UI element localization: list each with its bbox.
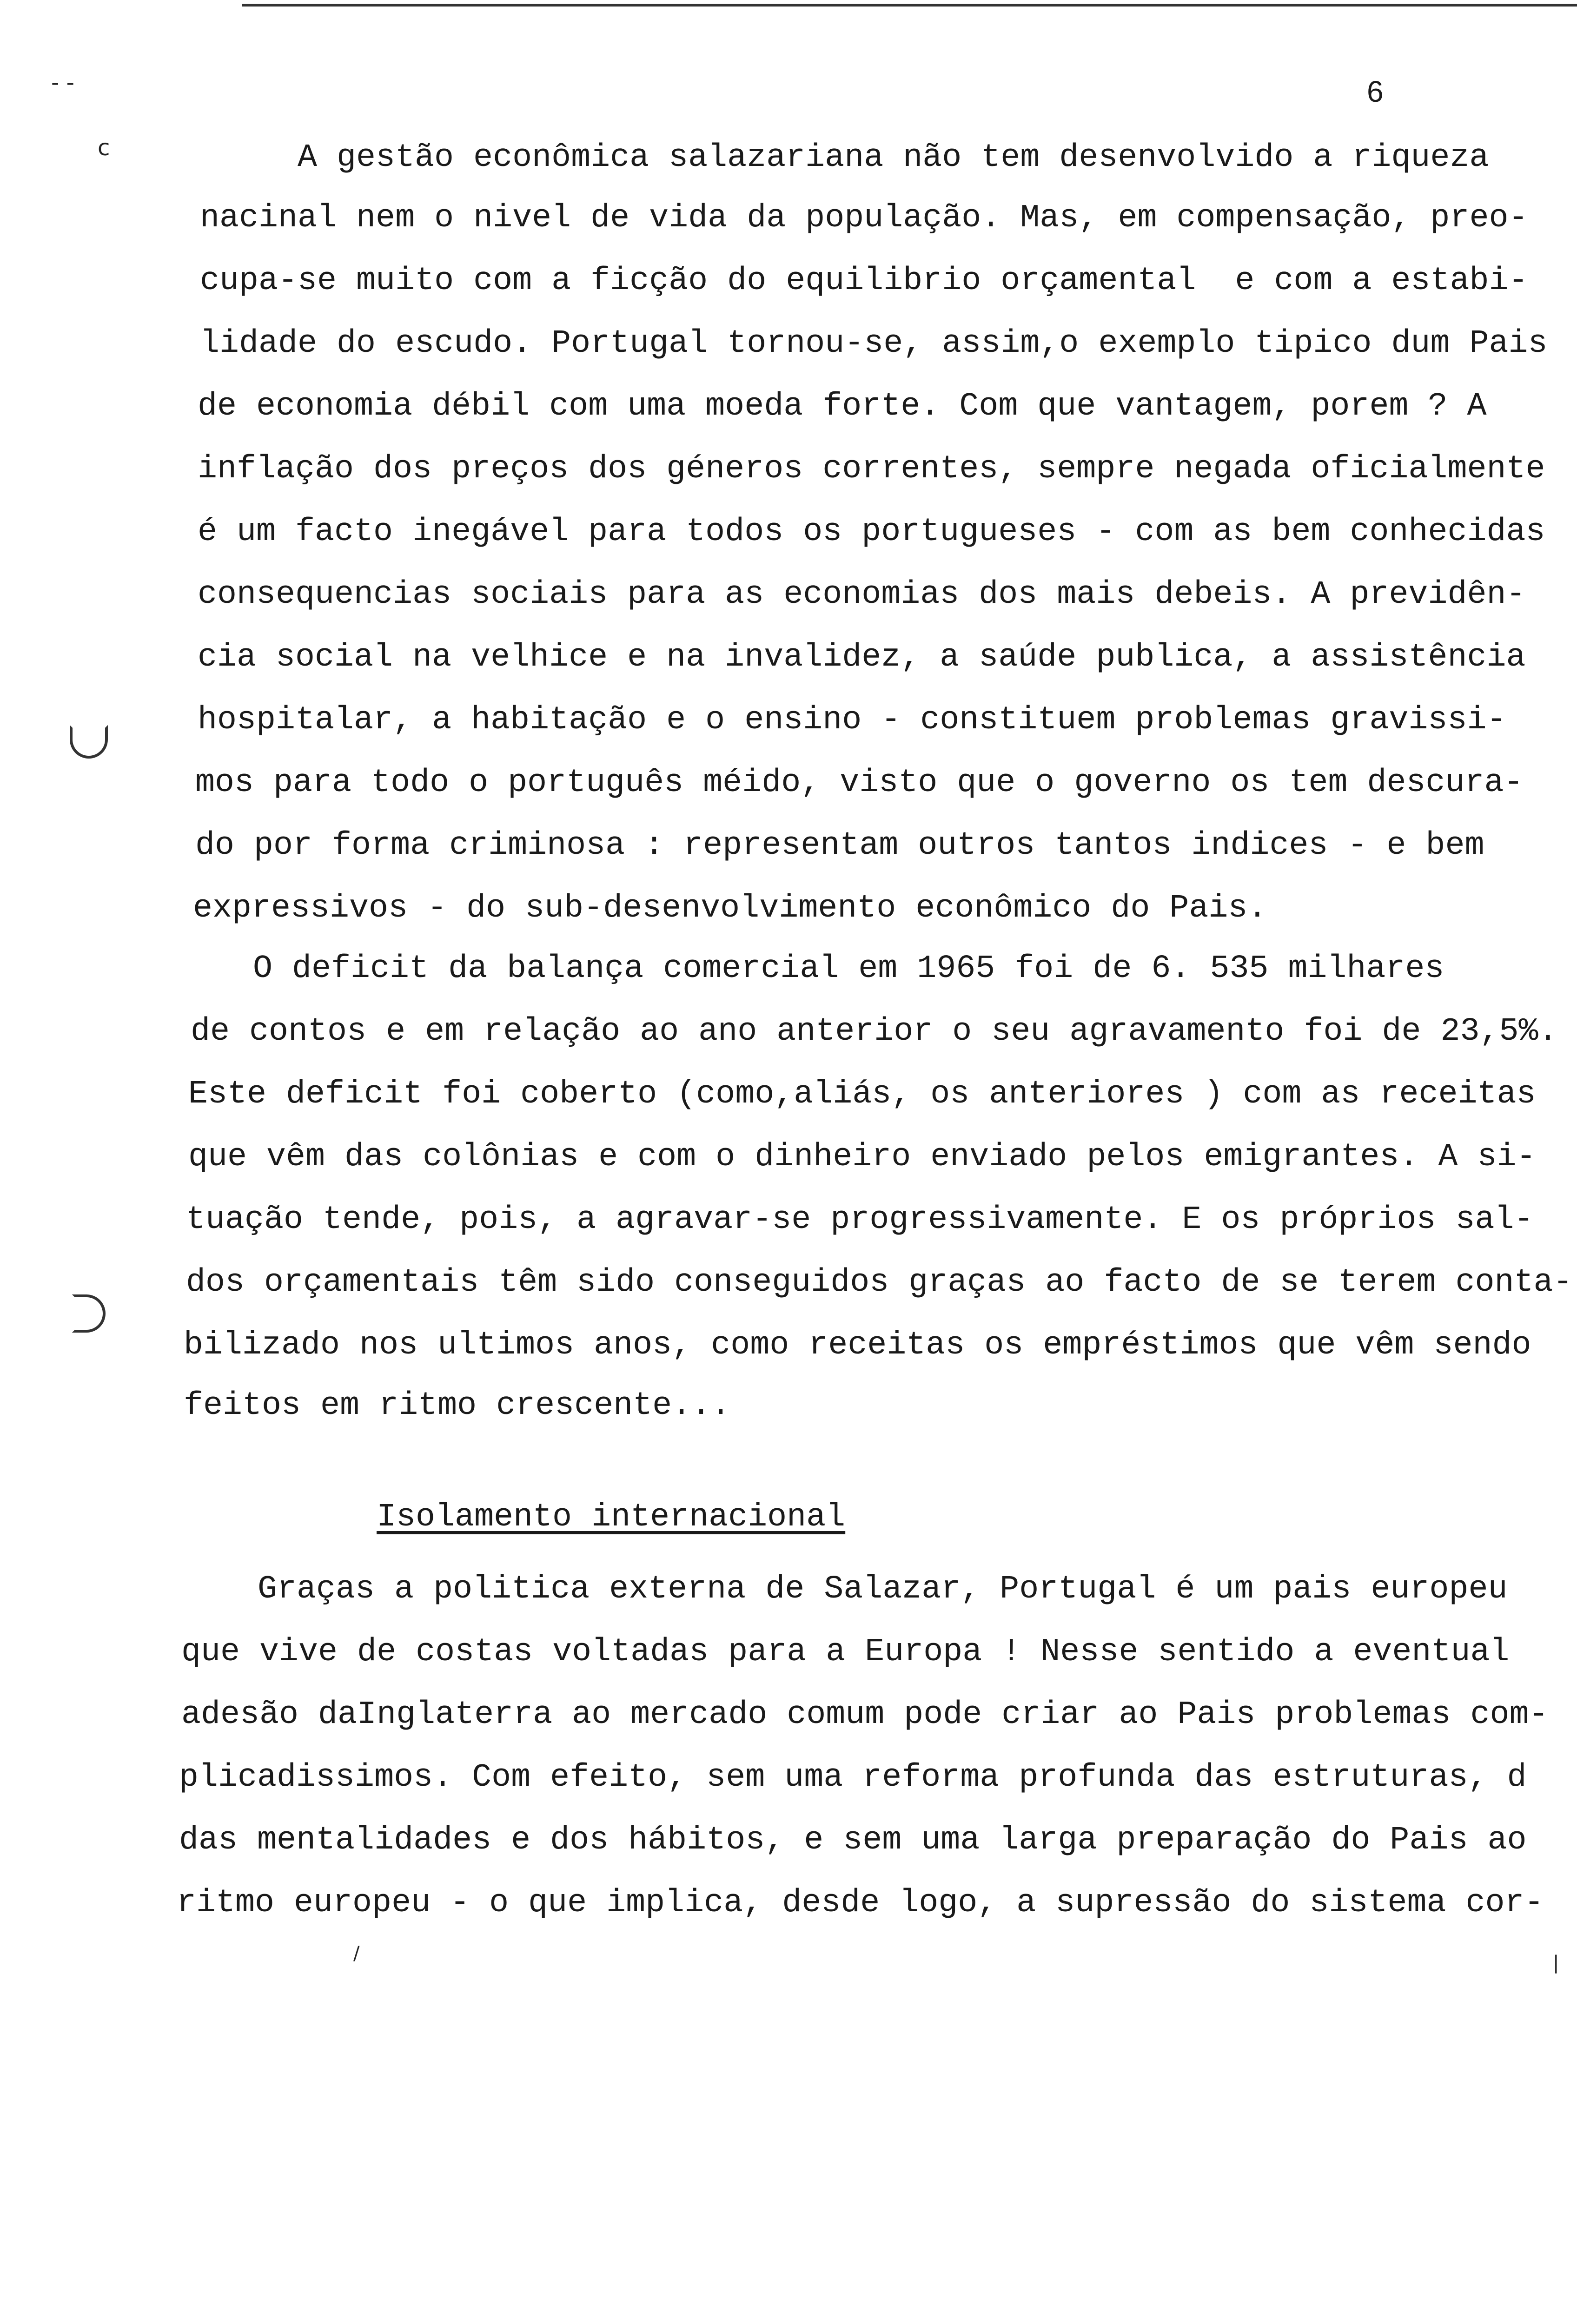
page-number: 6: [1367, 75, 1384, 108]
text-line: do por forma criminosa : representam outros tantos indices - e bem: [195, 827, 1484, 864]
text-line: é um facto inegável para todos os portugueses - com as bem conhecidas: [198, 514, 1545, 550]
text-line: dos orçamentais têm sido conseguidos graças ao facto de se terem conta-: [186, 1264, 1573, 1301]
stray-mark: |: [1553, 1952, 1559, 1974]
text-line: hospitalar, a habitação e o ensino - constituem problemas gravissi-: [198, 702, 1506, 739]
text-line: plicadissimos. Com efeito, sem uma reforma profunda das estruturas, d: [179, 1759, 1527, 1796]
text-line: tuação tende, pois, a agravar-se progressivamente. E os próprios sal-: [186, 1202, 1534, 1238]
text-line: cupa-se muito com a ficção do equilibrio orçamental e com a estabi-: [200, 263, 1528, 299]
section-heading: Isolamento internacional: [377, 1499, 846, 1536]
stray-mark: /: [353, 1943, 360, 1964]
text-line: Graças a politica externa de Salazar, Portugal é um pais europeu: [219, 1571, 1508, 1608]
text-line: expressivos - do sub-desenvolvimento econômico do Pais.: [193, 890, 1267, 927]
punch-hole-mark: [72, 1294, 106, 1333]
text-line: que vive de costas voltadas para a Europa ! Nesse sentido a eventual: [181, 1634, 1510, 1670]
text-line: de economia débil com uma moeda forte. Com que vantagem, porem ? A: [198, 388, 1487, 425]
text-line: cia social na velhice e na invalidez, a saúde publica, a assistência: [198, 639, 1526, 676]
text-line: feitos em ritmo crescente...: [184, 1387, 731, 1424]
text-line: inflação dos preços dos géneros correntes, sempre negada oficialmente: [198, 451, 1545, 488]
text-line: que vêm das colônias e com o dinheiro enviado pelos emigrantes. A si-: [188, 1139, 1536, 1175]
text-line: O deficit da balança comercial em 1965 foi de 6. 535 milhares: [214, 951, 1444, 987]
text-line: nacinal nem o nivel de vida da população. Mas, em compensação, preo-: [200, 200, 1528, 237]
margin-mark: - -: [51, 70, 74, 96]
text-line: A gestão econômica salazariana não tem desenvolvido a riqueza: [298, 139, 1489, 176]
text-line: das mentalidades e dos hábitos, e sem uma larga preparação do Pais ao: [179, 1822, 1527, 1859]
text-line: Este deficit foi coberto (como,aliás, os anteriores ) com as receitas: [188, 1076, 1536, 1113]
text-line: ritmo europeu - o que implica, desde logo, a supressão do sistema cor-: [177, 1885, 1544, 1921]
text-line: consequencias sociais para as economias dos mais debeis. A previdên-: [198, 576, 1526, 613]
text-line: adesão daInglaterra ao mercado comum pode criar ao Pais problemas com-: [181, 1697, 1549, 1733]
text-line: lidade do escudo. Portugal tornou-se, assim,o exemplo tipico dum Pais: [200, 325, 1548, 362]
text-line: mos para todo o português méido, visto que o governo os tem descura-: [195, 765, 1524, 801]
top-rule: [242, 4, 1577, 7]
text-line: de contos e em relação ao ano anterior o seu agravamento foi de 23,5%.: [191, 1013, 1558, 1050]
punch-hole-mark: [70, 725, 108, 759]
margin-mark: c: [98, 135, 110, 161]
text-line: bilizado nos ultimos anos, como receitas os empréstimos que vêm sendo: [184, 1327, 1531, 1364]
